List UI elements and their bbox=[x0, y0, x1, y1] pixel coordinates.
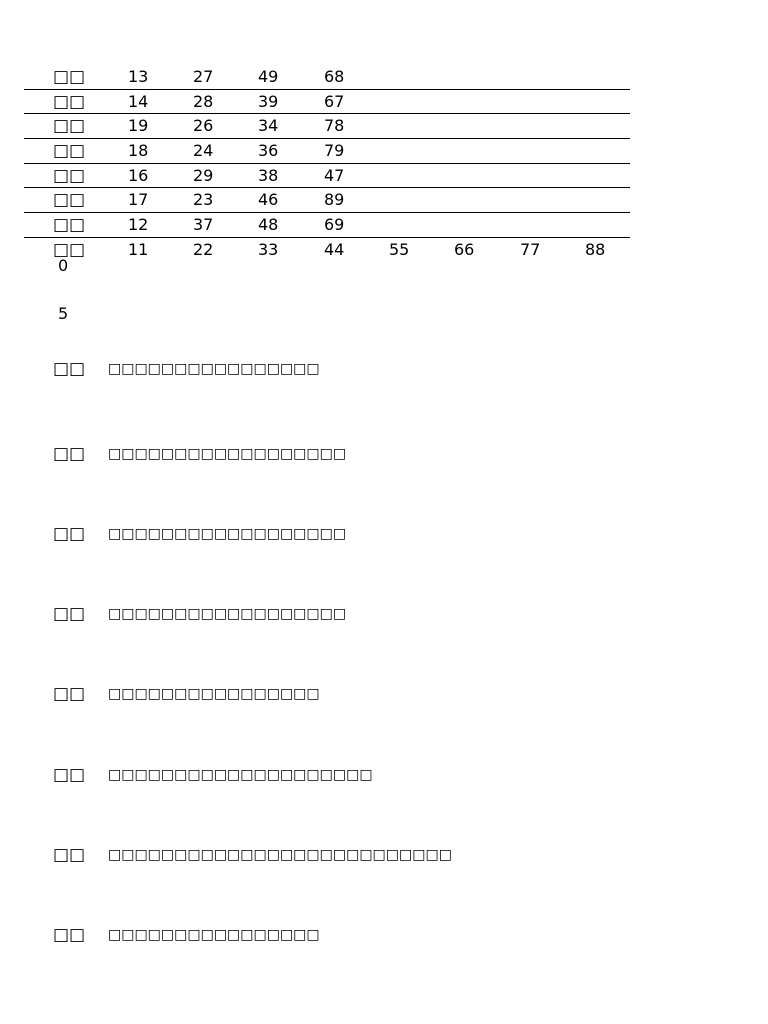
item-label: □□ bbox=[53, 765, 86, 785]
item-label: □□ bbox=[53, 444, 86, 464]
item-text: □□□□□□□□□□□□□□□□□□ bbox=[108, 526, 347, 542]
number-table bbox=[24, 65, 630, 262]
item-text: □□□□□□□□□□□□□□□□□□□□□□□□□□ bbox=[108, 847, 452, 863]
row-label: □□ bbox=[53, 165, 86, 186]
item-label: □□ bbox=[53, 524, 86, 544]
item-label: □□ bbox=[53, 684, 86, 704]
item-label: □□ bbox=[53, 845, 86, 865]
table-row bbox=[24, 114, 630, 139]
table-cell: 27 bbox=[193, 67, 214, 86]
table-cell: 88 bbox=[585, 239, 606, 259]
note-number: 0 bbox=[58, 256, 69, 275]
table-row bbox=[24, 238, 630, 262]
table-row bbox=[24, 213, 630, 238]
table-row bbox=[24, 164, 630, 189]
table-cell: 44 bbox=[324, 239, 345, 259]
table-cell: 39 bbox=[258, 91, 279, 111]
table-cell: 67 bbox=[324, 91, 345, 111]
table-cell: 14 bbox=[128, 91, 149, 111]
row-label: □□ bbox=[53, 215, 86, 236]
table-cell: 13 bbox=[128, 67, 149, 86]
row-label: □□ bbox=[53, 67, 86, 87]
table-cell: 12 bbox=[128, 215, 149, 235]
item-label: □□ bbox=[53, 604, 86, 624]
table-cell: 79 bbox=[324, 141, 345, 161]
table-cell: 48 bbox=[258, 215, 279, 235]
table-cell: 68 bbox=[324, 67, 345, 86]
table-cell: 18 bbox=[128, 141, 149, 161]
item-text: □□□□□□□□□□□□□□□□□□□□ bbox=[108, 767, 373, 783]
table-cell: 26 bbox=[193, 116, 214, 136]
table-cell: 16 bbox=[128, 165, 149, 185]
row-label: □□ bbox=[53, 116, 86, 137]
item-text: □□□□□□□□□□□□□□□□□□ bbox=[108, 606, 347, 622]
item-text: □□□□□□□□□□□□□□□□ bbox=[108, 686, 320, 702]
table-cell: 24 bbox=[193, 141, 214, 161]
row-label: □□ bbox=[53, 190, 86, 211]
table-cell: 69 bbox=[324, 215, 345, 235]
row-label: □□ bbox=[53, 91, 86, 112]
table-cell: 49 bbox=[258, 67, 279, 86]
table-cell: 22 bbox=[193, 239, 214, 259]
item-text: □□□□□□□□□□□□□□□□ bbox=[108, 927, 320, 943]
table-cell: 47 bbox=[324, 165, 345, 185]
table-row bbox=[24, 90, 630, 115]
table-cell: 34 bbox=[258, 116, 279, 136]
row-label: □□ bbox=[53, 239, 86, 260]
table-cell: 28 bbox=[193, 91, 214, 111]
item-text: □□□□□□□□□□□□□□□□ bbox=[108, 361, 320, 377]
table-cell: 38 bbox=[258, 165, 279, 185]
table-cell: 37 bbox=[193, 215, 214, 235]
table-cell: 77 bbox=[520, 239, 541, 259]
table-cell: 19 bbox=[128, 116, 149, 136]
table-cell: 33 bbox=[258, 239, 279, 259]
table-cell: 29 bbox=[193, 165, 214, 185]
table-row bbox=[24, 139, 630, 164]
table-cell: 23 bbox=[193, 190, 214, 210]
table-cell: 46 bbox=[258, 190, 279, 210]
table-cell: 66 bbox=[454, 239, 475, 259]
item-label: □□ bbox=[53, 925, 86, 945]
item-text: □□□□□□□□□□□□□□□□□□ bbox=[108, 446, 347, 462]
table-cell: 11 bbox=[128, 239, 149, 259]
table-cell: 78 bbox=[324, 116, 345, 136]
table-cell: 36 bbox=[258, 141, 279, 161]
table-cell: 17 bbox=[128, 190, 149, 210]
table-cell: 89 bbox=[324, 190, 345, 210]
item-label: □□ bbox=[53, 359, 86, 379]
table-row bbox=[24, 65, 630, 90]
table-row bbox=[24, 188, 630, 213]
row-label: □□ bbox=[53, 141, 86, 162]
note-number: 5 bbox=[58, 304, 69, 323]
table-cell: 55 bbox=[389, 239, 410, 259]
